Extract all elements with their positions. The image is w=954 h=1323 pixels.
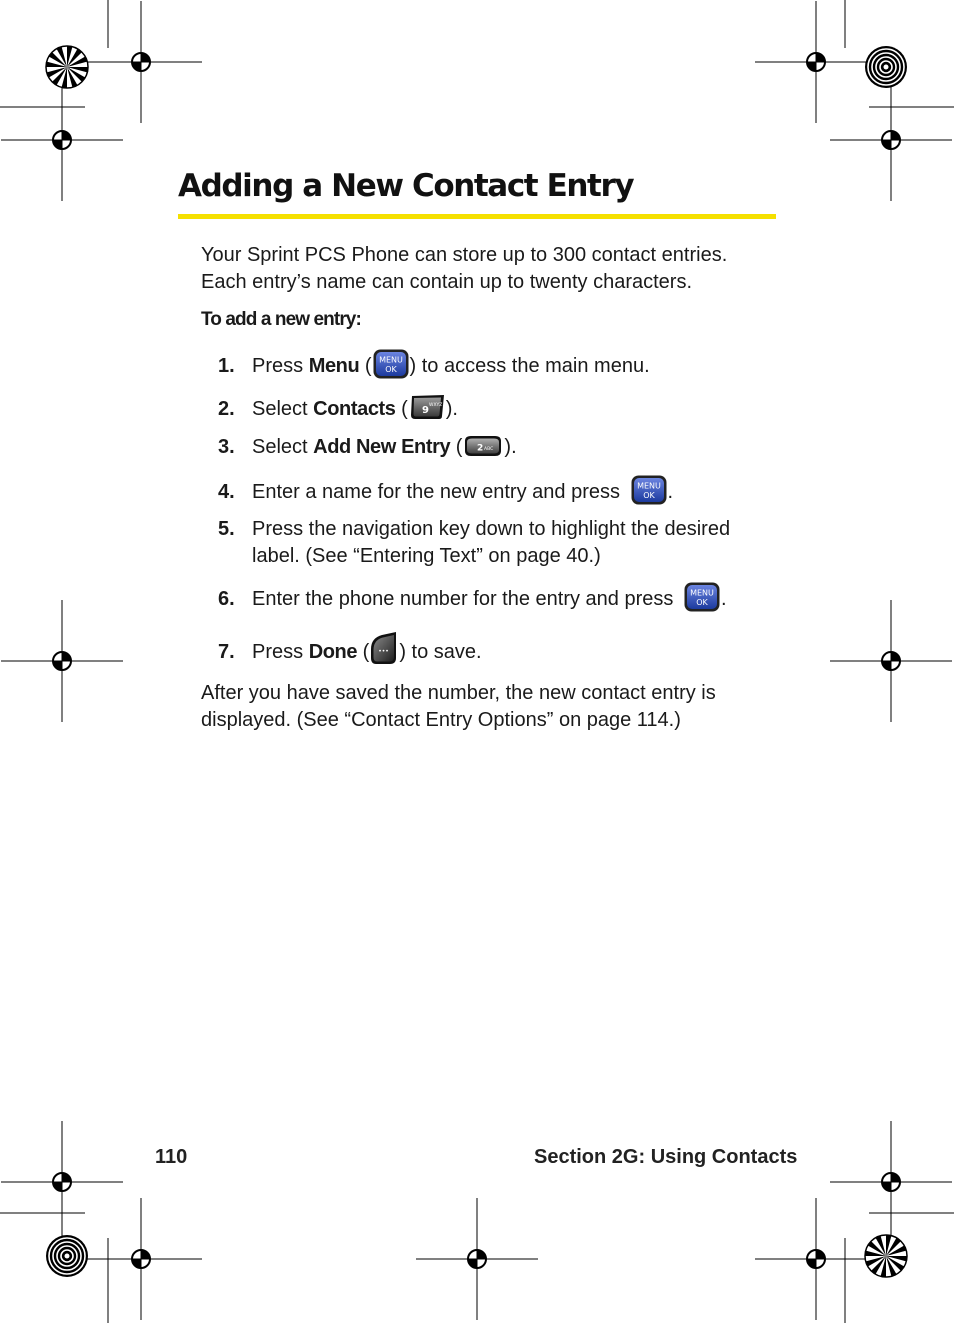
key-2-icon: [463, 435, 503, 457]
step-number: 5.: [218, 518, 235, 540]
step-text: Select Contacts ( 9 WXYZ ).: [252, 396, 782, 423]
step-text: [252, 516, 782, 570]
key-2-digit: 2: [477, 443, 484, 454]
step-number: 6.: [218, 588, 235, 610]
section-title: Section 2G: Using Contacts: [534, 1146, 798, 1168]
title-underline: [178, 214, 776, 219]
step-5-line-1: Press the navigation key down to highlight the desired: [252, 518, 731, 540]
soft-key-icon: [370, 631, 398, 665]
intro-line-1: Your Sprint PCS Phone can store up to 300 contact entries.: [201, 244, 728, 266]
step-number: 2.: [218, 398, 235, 420]
key-9-digit: 9: [421, 405, 429, 417]
closing-line-1: After you have saved the number, the new contact entry is: [201, 682, 716, 704]
ok-key-text: OK: [696, 597, 708, 607]
intro-line-2: Each entry’s name can contain up to twenty characters.: [201, 271, 693, 293]
ok-key-text: OK: [384, 364, 397, 374]
page-title: Adding a New Contact Entry: [178, 168, 634, 204]
contacts-label: Contacts: [313, 398, 396, 420]
ok-key-text: OK: [642, 490, 655, 500]
step-number: 1.: [218, 355, 235, 377]
menu-key-text: MENU: [636, 481, 661, 491]
menu-label: Menu: [308, 355, 360, 377]
menu-ok-key-icon: [373, 349, 409, 379]
key-9-letters: WXYZ: [428, 403, 443, 409]
menu-key-text: MENU: [690, 588, 714, 598]
menu-ok-key-icon: [684, 582, 720, 612]
intro-paragraph: [201, 242, 776, 296]
soft-key-glyph: •••: [378, 647, 390, 655]
key-2-letters: ABC: [484, 447, 494, 453]
step-text: Enter a name for the new entry and press MENU OK .: [252, 479, 782, 506]
step-5-line-2: label. (See “Entering Text” on page 40.): [252, 545, 601, 567]
procedure-heading: To add a new entry:: [201, 309, 361, 330]
closing-line-2: displayed. (See “Contact Entry Options” on page 114.): [201, 709, 681, 731]
step-number: 7.: [218, 641, 235, 663]
closing-paragraph: [201, 680, 776, 734]
step-text: Press Menu ( MENU OK ) to access the main menu.: [252, 353, 782, 380]
step-text: Select Add New Entry ( 2 ABC ).: [252, 436, 517, 458]
step-number: 4.: [218, 481, 235, 503]
step-number: 3.: [218, 436, 235, 458]
menu-ok-key-icon: [631, 475, 667, 505]
key-9-icon: [409, 394, 445, 420]
page-number: 110: [155, 1146, 188, 1168]
step-text: Enter the phone number for the entry and press MENU OK .: [252, 586, 782, 613]
done-label: Done: [308, 641, 358, 663]
step-text: Press Done ( ••• ) to save.: [252, 639, 782, 666]
add-new-entry-label: Add New Entry: [313, 436, 451, 458]
menu-key-text: MENU: [378, 355, 403, 365]
